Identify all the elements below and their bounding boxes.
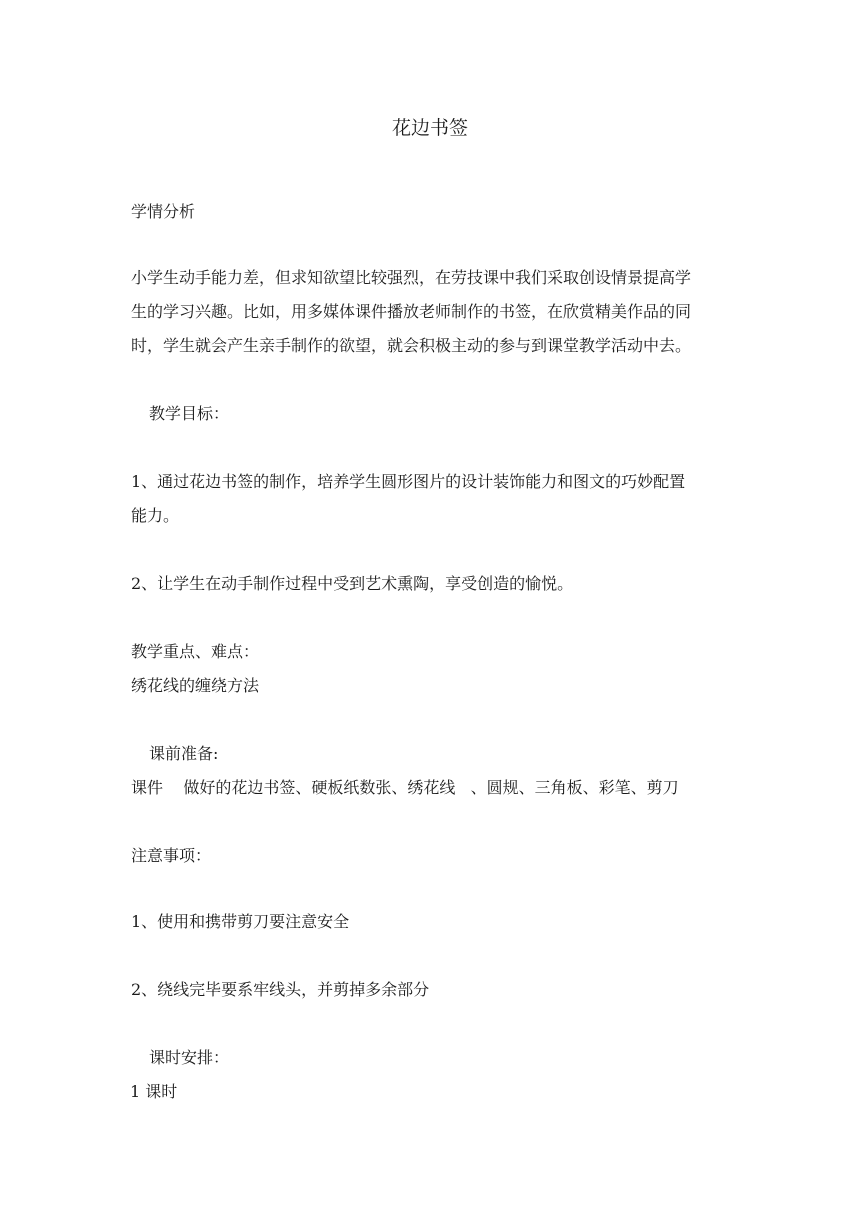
situation-heading: 学情分析: [131, 202, 196, 221]
goals-heading: 教学目标：: [149, 404, 230, 423]
prep-text: 课件 做好的花边书签、硬板纸数张、绣花线 、圆规、三角板、彩笔、剪刀: [131, 778, 679, 797]
focus-text: 绣花线的缠绕方法: [131, 676, 260, 695]
goal-1-line: 1、通过花边书签的制作，培养学生圆形图片的设计装饰能力和图文的巧妙配置: [131, 472, 686, 491]
prep-heading: 课前准备:: [149, 744, 219, 763]
goal-1-line: 能力。: [131, 506, 180, 525]
situation-paragraph-line: 时，学生就会产生亲手制作的欲望，就会积极主动的参与到课堂教学活动中去。: [131, 336, 692, 355]
note-2: 2、绕线完毕要系牢线头，并剪掉多余部分: [131, 980, 430, 999]
situation-paragraph-line: 小学生动手能力差，但求知欲望比较强烈，在劳技课中我们采取创设情景提高学: [131, 268, 692, 287]
goal-2: 2、让学生在动手制作过程中受到艺术熏陶，享受创造的愉悦。: [131, 574, 574, 593]
schedule-text: 1 课时: [130, 1082, 178, 1101]
situation-paragraph-line: 生的学习兴趣。比如，用多媒体课件播放老师制作的书签，在欣赏精美作品的同: [131, 302, 692, 321]
schedule-heading: 课时安排：: [149, 1048, 230, 1067]
note-1: 1、使用和携带剪刀要注意安全: [131, 912, 350, 931]
focus-heading: 教学重点、难点：: [131, 642, 260, 661]
document-title: 花边书签: [391, 117, 468, 139]
notes-heading: 注意事项：: [131, 846, 212, 865]
